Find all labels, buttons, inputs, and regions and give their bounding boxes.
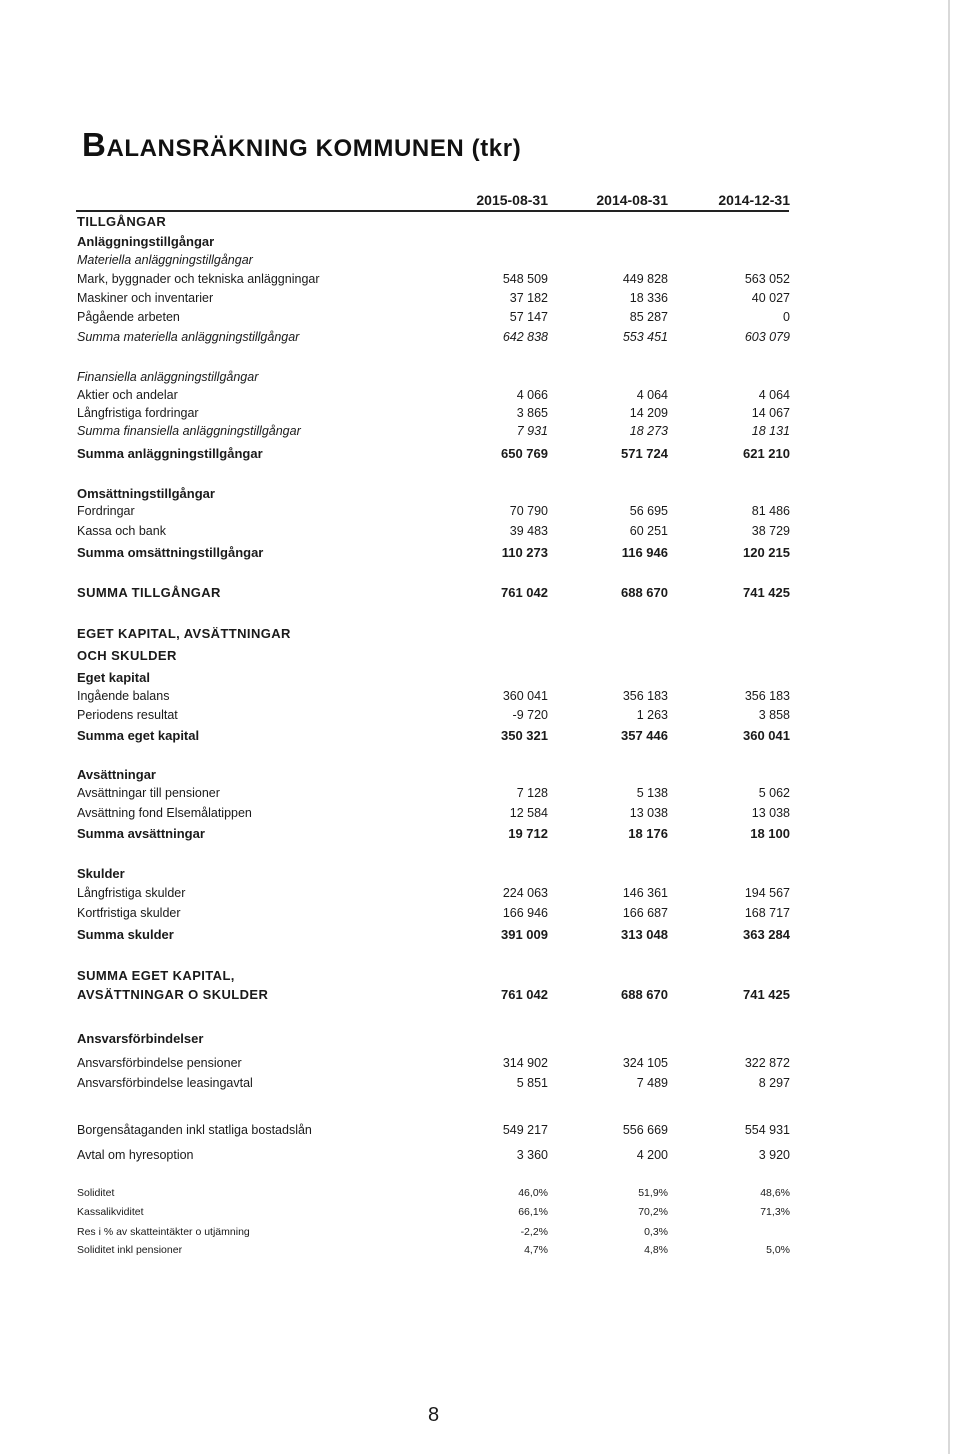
value-cell-2014-12-31: 621 210 (743, 446, 790, 461)
row-label: Avtal om hyresoption (77, 1148, 194, 1162)
table-row (0, 370, 960, 388)
value-cell-2014-12-31: 71,3% (760, 1206, 790, 1218)
value-cell-2014-12-31: 603 079 (744, 330, 790, 344)
row-label: Summa anläggningstillgångar (77, 446, 263, 461)
page-number: 8 (428, 1404, 440, 1426)
table-row (0, 968, 960, 986)
table-row (0, 767, 960, 785)
table-row (0, 330, 960, 348)
value-cell-2014-08-31: 18 176 (628, 826, 668, 841)
value-cell-2014-08-31: 556 669 (622, 1123, 668, 1137)
value-cell-2015-08-31: 46,0% (518, 1187, 548, 1199)
value-cell-2014-08-31: 4 064 (636, 388, 668, 402)
value-cell-2015-08-31: 70 790 (509, 504, 548, 518)
value-cell-2015-08-31: 224 063 (502, 886, 548, 900)
table-row (0, 406, 960, 424)
value-cell-2015-08-31: 166 946 (502, 906, 548, 920)
value-cell-2015-08-31: -9 720 (512, 708, 548, 722)
row-label: OCH SKULDER (77, 648, 177, 663)
row-label: Summa materiella anläggningstillgångar (77, 330, 300, 344)
value-cell-2014-12-31: 360 041 (743, 728, 790, 743)
row-label: Eget kapital (77, 670, 150, 685)
table-row (0, 806, 960, 824)
value-cell-2015-08-31: 57 147 (509, 310, 548, 324)
table-row (0, 504, 960, 522)
value-cell-2014-12-31: 168 717 (744, 906, 790, 920)
row-label: Avsättningar till pensioner (77, 786, 220, 800)
value-cell-2014-12-31: 8 297 (758, 1076, 790, 1090)
column-header-2015-08-31: 2015-08-31 (476, 192, 548, 208)
value-cell-2014-08-31: 313 048 (621, 927, 668, 942)
row-label: AVSÄTTNINGAR O SKULDER (77, 987, 269, 1002)
value-cell-2014-08-31: 4 200 (636, 1148, 668, 1162)
value-cell-2015-08-31: 37 182 (509, 291, 548, 305)
value-cell-2015-08-31: 314 902 (502, 1056, 548, 1070)
value-cell-2014-12-31: 563 052 (744, 272, 790, 286)
row-label: TILLGÅNGAR (77, 214, 167, 229)
value-cell-2015-08-31: 3 360 (516, 1148, 548, 1162)
row-label: Avsättning fond Elsemålatippen (77, 806, 252, 820)
table-row (0, 866, 960, 884)
table-row (0, 214, 960, 232)
table-row (0, 272, 960, 290)
value-cell-2014-12-31: 3 920 (758, 1148, 790, 1162)
value-cell-2015-08-31: 4 066 (516, 388, 548, 402)
value-cell-2015-08-31: 110 273 (501, 545, 548, 560)
value-cell-2015-08-31: 549 217 (502, 1123, 548, 1137)
value-cell-2014-08-31: 56 695 (629, 504, 668, 518)
value-cell-2014-08-31: 0,3% (644, 1226, 668, 1238)
table-row (0, 626, 960, 644)
table-row (0, 524, 960, 542)
row-label: Summa skulder (77, 927, 174, 942)
value-cell-2014-12-31: 18 100 (750, 826, 790, 841)
value-cell-2014-12-31: 81 486 (751, 504, 790, 518)
value-cell-2014-08-31: 85 287 (629, 310, 668, 324)
value-cell-2014-12-31: 120 215 (743, 545, 790, 560)
table-row (0, 670, 960, 688)
row-label: Mark, byggnader och tekniska anläggningar (77, 272, 320, 286)
table-row (0, 310, 960, 328)
value-cell-2014-12-31: 3 858 (758, 708, 790, 722)
row-label: Kortfristiga skulder (77, 906, 181, 920)
row-label: Maskiner och inventarier (77, 291, 214, 305)
value-cell-2014-08-31: 7 489 (636, 1076, 668, 1090)
table-row (0, 708, 960, 726)
column-header-2014-08-31: 2014-08-31 (596, 192, 668, 208)
table-row (0, 1076, 960, 1094)
value-cell-2014-12-31: 554 931 (744, 1123, 790, 1137)
value-cell-2015-08-31: 642 838 (502, 330, 548, 344)
row-label: Avsättningar (77, 767, 156, 782)
table-row (0, 1123, 960, 1141)
table-row (0, 1056, 960, 1074)
value-cell-2014-12-31: 13 038 (751, 806, 790, 820)
table-row (0, 424, 960, 442)
row-label: Omsättningstillgångar (77, 486, 215, 501)
value-cell-2014-08-31: 70,2% (638, 1206, 668, 1218)
value-cell-2015-08-31: 4,7% (524, 1244, 548, 1256)
value-cell-2014-08-31: 116 946 (621, 545, 668, 560)
value-cell-2015-08-31: 548 509 (502, 272, 548, 286)
value-cell-2014-08-31: 324 105 (622, 1056, 668, 1070)
table-row (0, 1187, 960, 1205)
value-cell-2014-08-31: 357 446 (621, 728, 668, 743)
table-row (0, 1206, 960, 1224)
value-cell-2014-12-31: 0 (783, 310, 790, 324)
table-row (0, 1226, 960, 1244)
value-cell-2015-08-31: 360 041 (502, 689, 548, 703)
value-cell-2015-08-31: 350 321 (501, 728, 548, 743)
row-label: Ansvarsförbindelser (77, 1031, 204, 1046)
row-label: EGET KAPITAL, AVSÄTTNINGAR (77, 626, 291, 641)
header-divider (76, 210, 789, 212)
value-cell-2014-12-31: 322 872 (744, 1056, 790, 1070)
table-row (0, 253, 960, 271)
row-label: Fordringar (77, 504, 135, 518)
row-label: Soliditet (77, 1187, 115, 1199)
row-label: Kassalikviditet (77, 1206, 144, 1218)
table-row (0, 826, 960, 844)
row-label: SUMMA EGET KAPITAL, (77, 968, 235, 983)
table-row (0, 234, 960, 252)
value-cell-2014-12-31: 356 183 (744, 689, 790, 703)
value-cell-2014-08-31: 18 273 (629, 424, 668, 438)
row-label: Skulder (77, 866, 125, 881)
row-label: Periodens resultat (77, 708, 178, 722)
table-row (0, 446, 960, 464)
value-cell-2014-12-31: 48,6% (760, 1187, 790, 1199)
value-cell-2014-08-31: 571 724 (621, 446, 668, 461)
value-cell-2015-08-31: 66,1% (518, 1206, 548, 1218)
value-cell-2014-12-31: 363 284 (743, 927, 790, 942)
value-cell-2014-08-31: 18 336 (629, 291, 668, 305)
value-cell-2014-08-31: 449 828 (622, 272, 668, 286)
value-cell-2014-12-31: 40 027 (751, 291, 790, 305)
value-cell-2015-08-31: 3 865 (516, 406, 548, 420)
row-label: Anläggningstillgångar (77, 234, 215, 249)
value-cell-2014-08-31: 356 183 (622, 689, 668, 703)
row-label: Långfristiga skulder (77, 886, 186, 900)
table-row (0, 1244, 960, 1262)
table-row (0, 648, 960, 666)
table-row (0, 906, 960, 924)
row-label: Kassa och bank (77, 524, 166, 538)
value-cell-2015-08-31: 761 042 (501, 987, 548, 1002)
table-row (0, 987, 960, 1005)
row-label: Summa eget kapital (77, 728, 200, 743)
value-cell-2014-12-31: 18 131 (751, 424, 790, 438)
row-label: Soliditet inkl pensioner (77, 1244, 183, 1256)
value-cell-2014-08-31: 146 361 (622, 886, 668, 900)
value-cell-2014-12-31: 5 062 (758, 786, 790, 800)
row-label: Aktier och andelar (77, 388, 178, 402)
value-cell-2015-08-31: 5 851 (516, 1076, 548, 1090)
row-label: Ansvarsförbindelse leasingavtal (77, 1076, 253, 1090)
row-label: Summa avsättningar (77, 826, 205, 841)
table-row (0, 886, 960, 904)
value-cell-2014-12-31: 741 425 (743, 585, 790, 600)
row-label: SUMMA TILLGÅNGAR (77, 585, 221, 600)
value-cell-2014-12-31: 4 064 (758, 388, 790, 402)
value-cell-2014-08-31: 688 670 (621, 987, 668, 1002)
value-cell-2015-08-31: 39 483 (509, 524, 548, 538)
table-row (0, 1031, 960, 1049)
row-label: Materiella anläggningstillgångar (77, 253, 253, 267)
value-cell-2014-08-31: 553 451 (622, 330, 668, 344)
column-header-2014-12-31: 2014-12-31 (718, 192, 790, 208)
title-rest: ALANSRÄKNING KOMMUNEN (tkr) (106, 135, 522, 162)
table-row (0, 388, 960, 406)
row-label: Ingående balans (77, 689, 170, 703)
row-label: Borgensåtaganden inkl statliga bostadslån (77, 1123, 312, 1137)
row-label: Ansvarsförbindelse pensioner (77, 1056, 242, 1070)
value-cell-2014-08-31: 51,9% (638, 1187, 668, 1199)
row-label: Pågående arbeten (77, 310, 180, 324)
row-label: Summa omsättningstillgångar (77, 545, 264, 560)
value-cell-2015-08-31: 391 009 (501, 927, 548, 942)
row-label: Långfristiga fordringar (77, 406, 199, 420)
title-initial: B (82, 126, 107, 163)
value-cell-2014-08-31: 14 209 (629, 406, 668, 420)
row-label: Summa finansiella anläggningstillgångar (77, 424, 301, 438)
table-row (0, 1148, 960, 1166)
value-cell-2014-12-31: 38 729 (751, 524, 790, 538)
value-cell-2014-08-31: 60 251 (629, 524, 668, 538)
value-cell-2014-08-31: 5 138 (636, 786, 668, 800)
page-title (82, 126, 521, 164)
value-cell-2015-08-31: 19 712 (508, 826, 548, 841)
value-cell-2015-08-31: 7 931 (516, 424, 548, 438)
value-cell-2014-12-31: 14 067 (751, 406, 790, 420)
value-cell-2014-12-31: 741 425 (743, 987, 790, 1002)
value-cell-2015-08-31: 650 769 (501, 446, 548, 461)
value-cell-2014-08-31: 166 687 (622, 906, 668, 920)
row-label: Res i % av skatteintäkter o utjämning (77, 1226, 250, 1238)
value-cell-2014-08-31: 1 263 (636, 708, 668, 722)
value-cell-2014-08-31: 688 670 (621, 585, 668, 600)
table-row (0, 927, 960, 945)
table-row (0, 689, 960, 707)
table-row (0, 291, 960, 309)
value-cell-2015-08-31: 761 042 (501, 585, 548, 600)
row-label: Finansiella anläggningstillgångar (77, 370, 259, 384)
value-cell-2015-08-31: 7 128 (516, 786, 548, 800)
value-cell-2014-12-31: 194 567 (744, 886, 790, 900)
value-cell-2014-08-31: 4,8% (644, 1244, 668, 1256)
value-cell-2014-12-31: 5,0% (766, 1244, 790, 1256)
value-cell-2015-08-31: -2,2% (520, 1226, 548, 1238)
table-row (0, 545, 960, 563)
table-row (0, 486, 960, 504)
value-cell-2014-08-31: 13 038 (629, 806, 668, 820)
table-row (0, 728, 960, 746)
table-row (0, 585, 960, 603)
table-row (0, 786, 960, 804)
value-cell-2015-08-31: 12 584 (509, 806, 548, 820)
